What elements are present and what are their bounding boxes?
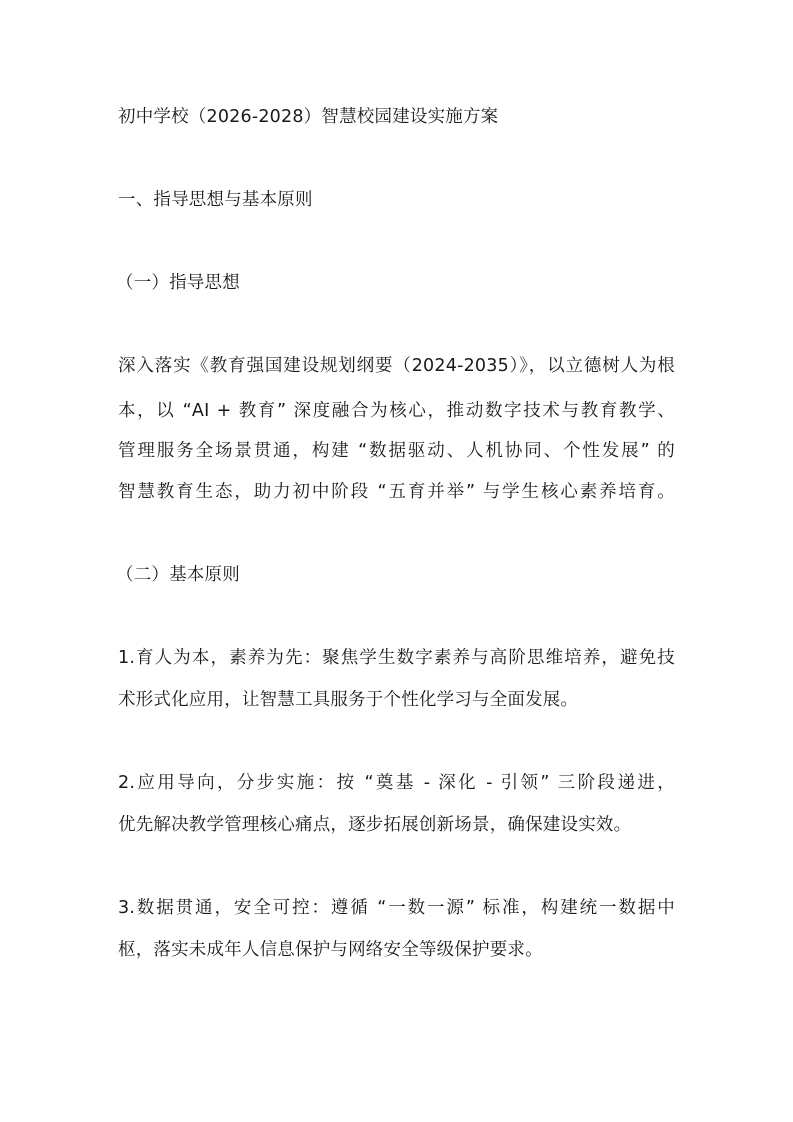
principle-1-line: 1.育人为本，素养为先：聚焦学生数字素养与高阶思维培养，避免技 xyxy=(118,648,675,668)
subsection-heading-guiding-ideology: （一）指导思想 xyxy=(116,273,240,293)
paragraph-line: 本，以 “AI + 教育” 深度融合为核心，推动数字技术与教育教学、 xyxy=(118,401,675,421)
principle-2-line: 2.应用导向，分步实施：按 “奠基 - 深化 - 引领” 三阶段递进， xyxy=(118,773,675,793)
principle-2-line: 优先解决教学管理核心痛点，逐步拓展创新场景，确保建设实效。 xyxy=(118,815,632,835)
paragraph-line: 深入落实《教育强国建设规划纲要（2024-2035）》，以立德树人为根 xyxy=(118,356,675,376)
principle-1-line: 术形式化应用，让智慧工具服务于个性化学习与全面发展。 xyxy=(118,690,579,710)
paragraph-line: 管理服务全场景贯通，构建 “数据驱动、人机协同、个性发展” 的 xyxy=(118,441,675,461)
section-heading-1: 一、指导思想与基本原则 xyxy=(118,190,313,210)
document-title: 初中学校（2026-2028）智慧校园建设实施方案 xyxy=(118,107,499,127)
principle-3-line: 枢，落实未成年人信息保护与网络安全等级保护要求。 xyxy=(118,940,543,960)
subsection-heading-basic-principles: （二）基本原则 xyxy=(116,565,240,585)
principle-3-line: 3.数据贯通，安全可控：遵循 “一数一源” 标准，构建统一数据中 xyxy=(118,898,675,918)
paragraph-line: 智慧教育生态，助力初中阶段 “五育并举” 与学生核心素养培育。 xyxy=(118,482,675,502)
